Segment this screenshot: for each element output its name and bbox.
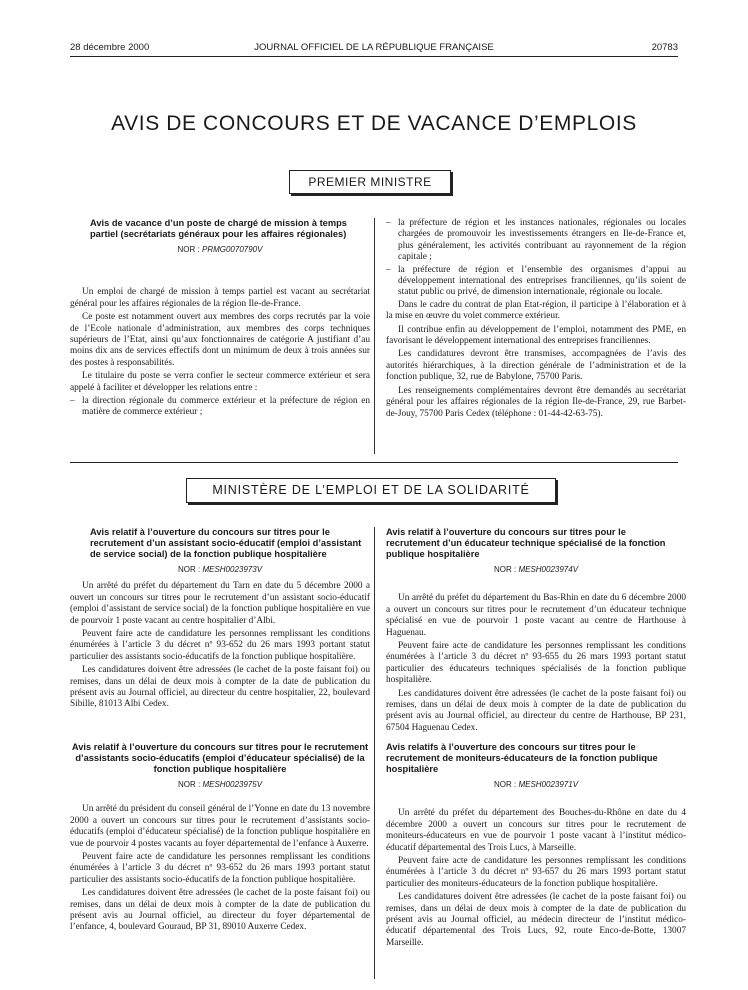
paragraph: Les candidatures doivent être adressées (le cachet de la poste faisant foi) ou remises, dans un délai de deux mois à compter de la date de publication du présent avis au Journal officiel, au directeur du centre de Harthouse, BP 231, 67504 Haguenau Cedex. <box>386 688 686 733</box>
notice-title: Avis relatif à l’ouverture du concours sur titres pour le recrutement d’un assistant socio-éducatif (emploi d’assistant de service social) de la fonction publique hospitalière <box>90 527 362 559</box>
notice-educateur-technique <box>386 527 686 736</box>
paragraph: Les candidatures doivent être adressées (le cachet de la poste faisant foi) ou remises, dans un délai de deux mois à compter de la date de publication du présent avis au Journal officiel, au directeur du centre hospitalier, 22, boulevard Sibille, 81013 Albi Cedex. <box>70 665 370 710</box>
notice-title: Avis relatifs à l’ouverture des concours sur titres pour le recrutement de moniteurs-éducateurs de la fonction publique hospitalière <box>386 742 658 774</box>
notice-title: Avis de vacance d’un poste de chargé de mission à temps partiel (secrétariats généraux pour les affaires régionales) <box>90 218 347 239</box>
nor-label: NOR : <box>493 565 517 574</box>
column-divider <box>374 527 375 979</box>
page-number: 20783 <box>651 42 678 53</box>
paragraph: Les renseignements complémentaires devront être demandés au secrétariat général pour les affaires régionales de la région Ile-de-France, 29, rue Barbet-de-Jouy, 75700 Paris Cedex (téléphone : 01-44-42-63-75). <box>386 385 686 419</box>
nor-code: MESH0023971V <box>518 780 579 789</box>
paragraph: Peuvent faire acte de candidature les personnes remplissant les conditions énumérées à l’article 3 du décret nº 93-655 du 26 mars 1993 portant statut particulier des éducateurs techniques spécialisés de la fonction publique hospitalière. <box>386 641 686 686</box>
paragraph: Les candidatures devront être transmises, accompagnées de l’avis des autorités hiérarchiques, à la direction générale de l’administration et de la fonction publique, 32, rue de Babylone, 75700 Paris. <box>386 349 686 383</box>
notice-educateur-specialise <box>70 742 370 936</box>
nor-reference <box>386 564 686 575</box>
nor-code: MESH0023975V <box>202 780 263 789</box>
paragraph: Le titulaire du poste se verra confier le secteur commerce extérieur et sera appelé à faciliter et développer les relations entre : <box>70 371 370 393</box>
nor-code: PRMG0070790V <box>201 245 263 254</box>
nor-label: NOR : <box>177 245 200 254</box>
nor-reference <box>386 779 686 790</box>
paragraph: Peuvent faire acte de candidature les personnes remplissant les conditions énumérées à l’article 3 du décret nº 93-657 du 26 mars 1993 portant statut particulier des moniteurs-éducateurs de la fonction publique hospitalière. <box>386 856 686 889</box>
paragraph: Un arrêté du préfet du département des Bouches-du-Rhône en date du 4 décembre 2000 a ouvert un concours sur titres pour le recrutement de moniteurs-éducateurs en vue de pourvoir 1 poste vacant à l’institut médico-éducatif départemental des Trois Lucs, à Marseille. <box>386 808 686 853</box>
paragraph: Les candidatures doivent être adressées (le cachet de la poste faisant foi) ou remises, dans un délai de deux mois à compter de la date de publication du présent avis au Journal officiel, au médecin directeur de l’institut médico-éducatif départemental des Trois Lucs, 92, route Enco-de-Botte, 13007 Marseille. <box>386 892 686 948</box>
paragraph: Un arrêté du préfet du département du Tarn en date du 5 décembre 2000 a ouvert un concours sur titres pour le recrutement d’un assistant socio-éducatif (emploi d’assistant de service social) de la fonction publique hospitalière en vue de pourvoir 1 poste vacant au centre hospitalier d’Albi. <box>70 581 370 626</box>
list-item: – la préfecture de région et l’ensemble des organismes d’appui au développement international des entreprises franciliennes, qu’ils soient de statut public ou privé, de dimension internationale, régionale ou locale. <box>386 265 686 299</box>
section-heading-premier-ministre: PREMIER MINISTRE <box>289 170 451 194</box>
paragraph: Les candidatures doivent être adressées (le cachet de la poste faisant foi) ou remises, dans un délai de deux mois à compter de la date de publication du présent avis au Journal officiel, au directeur du foyer départemental de l’enfance, 4, boulevard Gouraud, BP 31, 89010 Auxerre Cedex. <box>70 888 370 933</box>
paragraph: Un emploi de chargé de mission à temps partiel est vacant au secrétariat général pour les affaires régionales de la région Ile-de-France. <box>70 287 370 309</box>
nor-reference <box>70 244 370 255</box>
notice-assistant-social <box>70 527 370 713</box>
notice-charge-mission-right <box>386 218 686 422</box>
paragraph: Dans le cadre du contrat de plan Etat-région, il participe à l’élaboration et à la mise en œuvre du volet commerce extérieur. <box>386 299 686 322</box>
page-header <box>70 42 678 56</box>
section-heading-ministere-emploi: MINISTÈRE DE L’EMPLOI ET DE LA SOLIDARITÉ <box>186 478 556 503</box>
header-date: 28 décembre 2000 <box>70 42 150 53</box>
nor-label: NOR : <box>177 565 201 574</box>
notice-moniteurs-educateurs <box>386 742 686 951</box>
paragraph: Peuvent faire acte de candidature les personnes remplissant les conditions énumérées à l’article 3 du décret nº 93-652 du 26 mars 1993 portant statut particulier des assistants socio-éducatifs de la fonction publique hospitalière. <box>70 852 370 885</box>
nor-code: MESH0023974V <box>518 565 579 574</box>
column-divider <box>374 218 375 454</box>
notice-charge-mission-left <box>70 218 370 420</box>
nor-label: NOR : <box>493 780 517 789</box>
notice-title: Avis relatif à l’ouverture du concours sur titres pour le recrutement d’assistants socio-éducatifs (emploi d’éducateur spécialisé) de la fonction publique hospitalière <box>71 742 369 774</box>
nor-label: NOR : <box>177 780 201 789</box>
nor-reference <box>70 564 370 575</box>
notice-title: Avis relatif à l’ouverture du concours sur titres pour le recrutement d’un éducateur technique spécialisé de la fonction publique hospitalière <box>386 527 666 559</box>
nor-reference <box>70 779 370 790</box>
paragraph: Un arrêté du préfet du département du Bas-Rhin en date du 6 décembre 2000 a ouvert un concours sur titres pour le recrutement d’un éducateur technique spécialisé en vue de pourvoir 1 poste vacant au centre de Harthouse à Haguenau. <box>386 593 686 638</box>
page-title: AVIS DE CONCOURS ET DE VACANCE D’EMPLOIS <box>111 112 637 135</box>
list-item: – la direction régionale du commerce extérieur et la préfecture de région en matière de commerce extérieur ; <box>70 396 370 419</box>
section-rule <box>70 462 678 463</box>
paragraph: Un arrêté du président du conseil général de l’Yonne en date du 13 novembre 2000 a ouvert un concours sur titres pour le recrutement d’assistants socio-éducatifs (emploi d’éducateur spécialisé) de la fonction publique hospitalière en vue de pourvoir 4 postes vacants au foyer départemental de l’enfance à Auxerre. <box>70 804 370 849</box>
journal-name: JOURNAL OFFICIEL DE LA RÉPUBLIQUE FRANÇAISE <box>254 42 494 53</box>
list-item: – la préfecture de région et les instances nationales, régionales ou locales chargées de promouvoir les investissements étrangers en Ile-de-France et, plus généralement, les activités contribuant au rayonnement de la région capitale ; <box>386 218 686 264</box>
paragraph: Peuvent faire acte de candidature les personnes remplissant les conditions énumérées à l’article 3 du décret nº 93-652 du 26 mars 1993 portant statut particulier des assistants socio-éducatifs de la fonction publique hospitalière. <box>70 629 370 662</box>
nor-code: MESH0023973V <box>202 565 263 574</box>
paragraph: Ce poste est notamment ouvert aux membres des corps recrutés par la voie de l’Ecole nationale d’administration, aux membres des corps techniques supérieurs de l’Etat, ainsi qu’aux fonctionnaires de catégorie A justifiant d’au moins dix ans de services effectifs dont un minimum de deux à trois années sur des postes à responsabilités. <box>70 312 370 368</box>
paragraph: Il contribue enfin au développement de l’emploi, notamment des PME, en favorisant le développement international des entreprises franciliennes. <box>386 324 686 347</box>
header-rule <box>70 56 678 57</box>
